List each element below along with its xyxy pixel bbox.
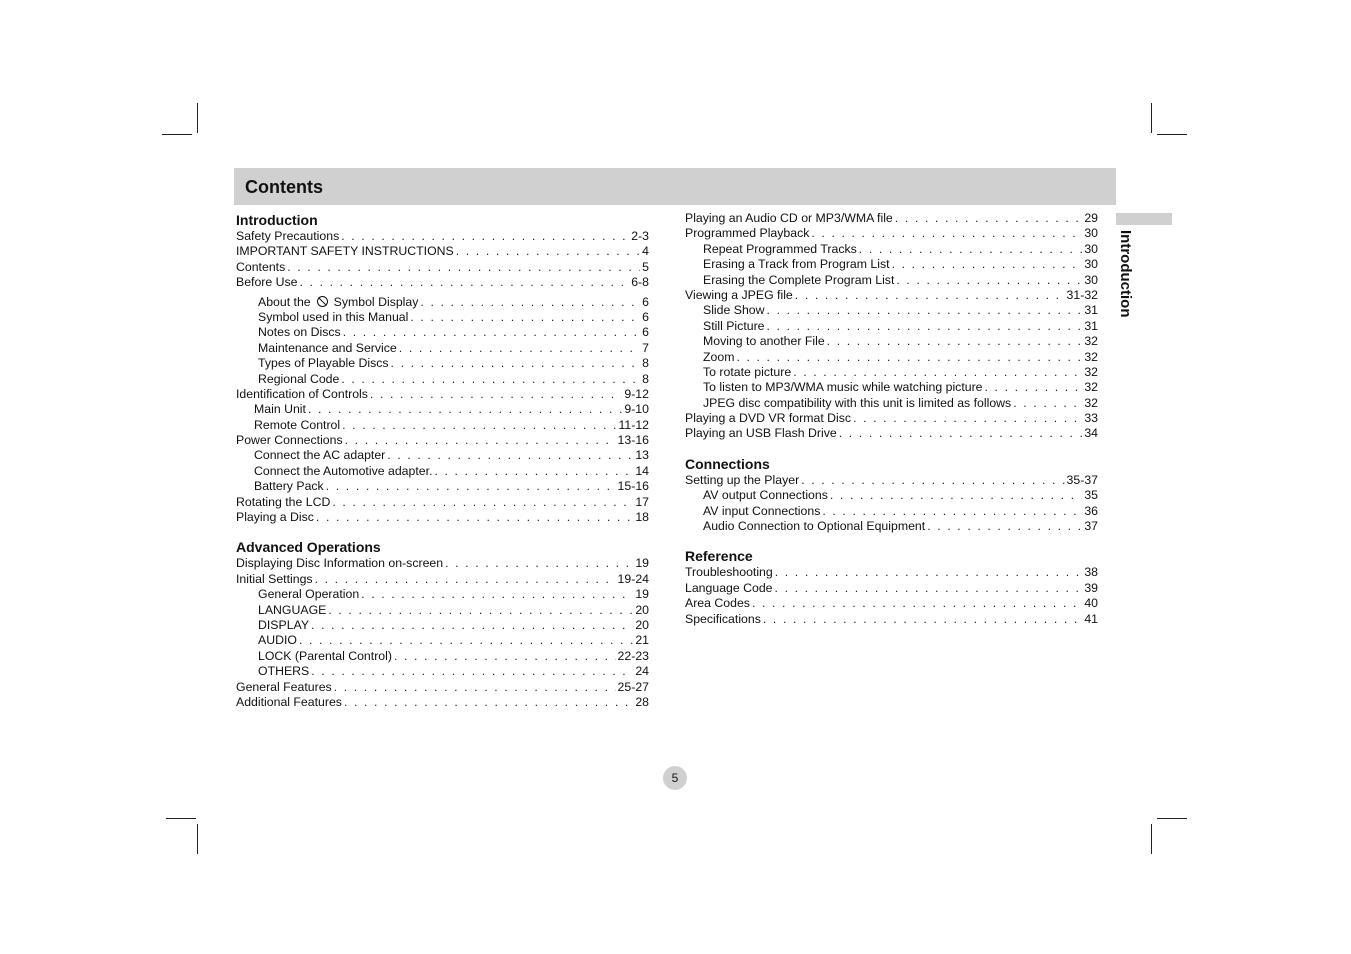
toc-entry[interactable]: Safety Precautions . . . 2-3 <box>236 229 649 244</box>
toc-entry[interactable]: Regional Code . . . 8 <box>236 372 649 387</box>
toc-entry[interactable]: Language Code . . . 39 <box>685 581 1098 596</box>
toc-entry[interactable]: Playing a Disc . . . 18 <box>236 510 649 525</box>
toc-entry[interactable]: Troubleshooting . . . 38 <box>685 565 1098 580</box>
toc-entry[interactable]: AV output Connections . . . 35 <box>685 488 1098 503</box>
side-tab <box>1116 213 1172 225</box>
toc-entry[interactable]: Symbol used in this Manual . . . 6 <box>236 310 649 325</box>
toc-entry[interactable]: Erasing a Track from Program List . . . 30 <box>685 257 1098 272</box>
section-heading: Introduction <box>236 212 318 228</box>
toc-entry[interactable]: Notes on Discs . . . 6 <box>236 325 649 340</box>
section-heading: Reference <box>685 548 753 565</box>
toc-entry[interactable]: DISPLAY . . . 20 <box>236 618 649 633</box>
toc-entry[interactable]: Area Codes . . . 40 <box>685 596 1098 611</box>
toc-entry[interactable]: OTHERS . . . 24 <box>236 664 649 679</box>
toc-entry[interactable]: To rotate picture . . . 32 <box>685 365 1098 380</box>
toc-entry[interactable]: Main Unit . . . 9-10 <box>236 402 649 417</box>
toc-entry[interactable]: Specifications . . . 41 <box>685 612 1098 627</box>
toc-entry[interactable]: JPEG disc compatibility with this unit is limited as follows . . . 32 <box>685 396 1098 411</box>
toc-entry[interactable]: Playing an Audio CD or MP3/WMA file . . . 29 <box>685 211 1098 226</box>
toc-entry[interactable]: Playing an USB Flash Drive . . . 34 <box>685 426 1098 441</box>
toc-entry[interactable]: IMPORTANT SAFETY INSTRUCTIONS . . . 4 <box>236 244 649 259</box>
side-tab-label: Introduction <box>1117 230 1134 318</box>
toc-entry[interactable]: Moving to another File . . . 32 <box>685 334 1098 349</box>
toc-entry[interactable]: AV input Connections . . . 36 <box>685 504 1098 519</box>
crop-mark <box>166 818 196 819</box>
toc-entry[interactable]: Repeat Programmed Tracks . . . 30 <box>685 242 1098 257</box>
toc-left-column <box>236 211 649 710</box>
crop-mark <box>197 103 198 133</box>
toc-entry[interactable]: LANGUAGE . . . 20 <box>236 603 649 618</box>
page-title: Contents <box>245 177 323 197</box>
crop-mark <box>1157 818 1187 819</box>
toc-entry[interactable]: Rotating the LCD . . . 17 <box>236 495 649 510</box>
crop-mark <box>1151 824 1152 854</box>
toc-entry[interactable]: Zoom . . . 32 <box>685 350 1098 365</box>
toc-entry[interactable]: Types of Playable Discs . . . 8 <box>236 356 649 371</box>
toc-entry[interactable]: General Features . . . 25-27 <box>236 680 649 695</box>
section-heading: Advanced Operations <box>236 539 381 556</box>
toc-entry[interactable]: Displaying Disc Information on-screen . . . 19 <box>236 556 649 571</box>
toc-entry[interactable]: Connect the AC adapter . . . 13 <box>236 448 649 463</box>
contents-header-bar <box>234 168 1116 205</box>
toc-entry[interactable]: Viewing a JPEG file . . . 31-32 <box>685 288 1098 303</box>
toc-entry[interactable]: Setting up the Player . . . 35-37 <box>685 473 1098 488</box>
toc-right-column <box>685 211 1098 627</box>
crop-mark <box>1157 134 1187 135</box>
toc-entry[interactable]: To listen to MP3/WMA music while watching picture . . . 32 <box>685 380 1098 395</box>
toc-entry[interactable]: Connect the Automotive adapter. . . . 14 <box>236 464 649 479</box>
toc-entry[interactable]: Battery Pack . . . 15-16 <box>236 479 649 494</box>
toc-entry[interactable]: Erasing the Complete Program List . . . 30 <box>685 273 1098 288</box>
toc-entry[interactable]: Programmed Playback . . . 30 <box>685 226 1098 241</box>
toc-entry[interactable]: Power Connections . . . 13-16 <box>236 433 649 448</box>
crop-mark <box>1151 103 1152 133</box>
toc-entry[interactable]: Slide Show . . . 31 <box>685 303 1098 318</box>
crop-mark <box>197 824 198 854</box>
toc-entry[interactable]: Audio Connection to Optional Equipment . . . 37 <box>685 519 1098 534</box>
toc-entry[interactable]: Still Picture . . . 31 <box>685 319 1098 334</box>
page-number: 5 <box>663 766 687 790</box>
toc-entry[interactable]: About the Symbol Display . . . 6 <box>236 295 649 310</box>
toc-entry[interactable]: Maintenance and Service . . . 7 <box>236 341 649 356</box>
toc-entry[interactable]: Contents . . . 5 <box>236 260 649 275</box>
toc-entry[interactable]: AUDIO . . . 21 <box>236 633 649 648</box>
crop-mark <box>162 134 192 135</box>
toc-entry[interactable]: LOCK (Parental Control) . . . 22-23 <box>236 649 649 664</box>
toc-entry[interactable]: General Operation . . . 19 <box>236 587 649 602</box>
toc-entry[interactable]: Identification of Controls . . . 9-12 <box>236 387 649 402</box>
toc-entry[interactable]: Initial Settings . . . 19-24 <box>236 572 649 587</box>
toc-entry[interactable]: Remote Control . . . 11-12 <box>236 418 649 433</box>
toc-entry[interactable]: Additional Features . . . 28 <box>236 695 649 710</box>
prohibited-symbol-icon <box>317 296 328 307</box>
toc-entry[interactable]: Playing a DVD VR format Disc . . . 33 <box>685 411 1098 426</box>
section-heading: Connections <box>685 455 770 472</box>
toc-entry[interactable]: Before Use . . . 6-8 <box>236 275 649 290</box>
